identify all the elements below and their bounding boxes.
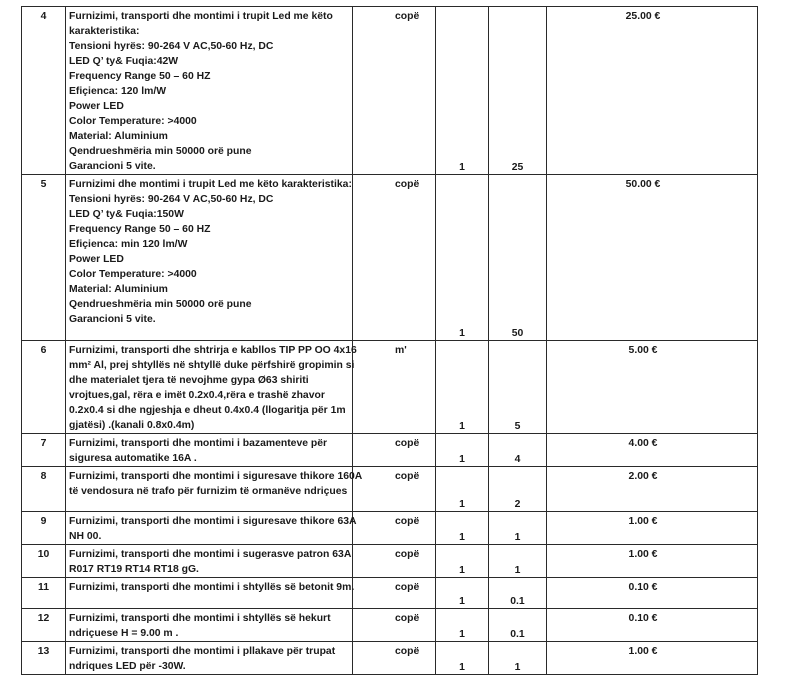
item-number: 7	[22, 434, 66, 467]
item-description	[66, 175, 353, 341]
description-line: Furnizimi, transporti dhe montimi i shtyllës së hekurt	[69, 613, 331, 624]
amount-value: 1	[514, 662, 521, 673]
item-number: 8	[22, 467, 66, 512]
item-amount	[489, 609, 547, 642]
description-line: Efiçienca: min 120 lm/W	[69, 239, 188, 250]
amount-value: 25	[511, 162, 524, 173]
item-quantity	[436, 467, 489, 512]
item-description	[66, 512, 357, 545]
description-line: dhe materialet tjera të nevojhme gypa Ø63 shiriti	[69, 375, 309, 386]
description-line: NH 00.	[69, 531, 102, 542]
item-quantity	[436, 175, 489, 341]
item-number: 13	[22, 642, 66, 675]
item-amount	[489, 512, 547, 545]
description-line: Garancioni 5 vite.	[69, 161, 156, 172]
table-row	[22, 434, 758, 467]
item-description	[66, 545, 353, 578]
description-line: të vendosura në trafo për furnizim të ormanëve ndriçues	[69, 486, 348, 497]
description-line: Power LED	[69, 101, 124, 112]
item-quantity	[436, 609, 489, 642]
description-line: Furnizimi, transporti dhe montimi i bazamenteve për	[69, 438, 328, 449]
amount-value: 1	[514, 532, 521, 543]
amount-value: 0.1	[510, 596, 525, 607]
item-unit: copë	[353, 642, 436, 675]
description-line: LED Q’ ty& Fuqia:42W	[69, 56, 179, 67]
amount-value: 1	[514, 565, 521, 576]
item-unit: copë	[353, 7, 436, 175]
item-description	[66, 609, 353, 642]
item-amount	[489, 578, 547, 609]
description-line: vrojtues,gal, rëra e imët 0.2x0.4,rëra e trashë zhavor	[69, 390, 325, 401]
table-row	[22, 642, 758, 675]
quantity-value: 1	[459, 162, 465, 173]
amount-value: 4	[514, 454, 521, 465]
description-line: Material: Aluminium	[69, 131, 168, 142]
table-row	[22, 545, 758, 578]
description-line: Power LED	[69, 254, 124, 265]
item-description	[66, 642, 353, 675]
item-quantity	[436, 512, 489, 545]
description-line: Furnizimi, transporti dhe montimi i pllakave për trupat	[69, 646, 336, 657]
description-line: Furnizimi, transporti dhe montimi i shtyllës së betonit 9m.	[69, 582, 355, 593]
description-line: Furnizimi, transporti dhe shtrirja e kabllos TIP PP OO 4x16	[69, 345, 357, 356]
item-unit: copë	[353, 175, 436, 341]
item-amount	[489, 341, 547, 434]
quantity-value: 1	[459, 532, 465, 543]
quantity-value: 1	[459, 421, 465, 432]
item-unit: m'	[353, 341, 436, 434]
table-body	[22, 7, 758, 675]
amount-value: 0.1	[510, 629, 525, 640]
item-price: 0.10 €	[547, 609, 758, 642]
item-unit: copë	[353, 578, 436, 609]
item-price: 4.00 €	[547, 434, 758, 467]
item-number: 11	[22, 578, 66, 609]
amount-value: 50	[511, 328, 524, 339]
quantity-value: 1	[459, 454, 465, 465]
table-row	[22, 467, 758, 512]
quantity-value: 1	[459, 565, 465, 576]
item-amount	[489, 467, 547, 512]
description-line: 0.2x0.4 si dhe ngjeshja e dheut 0.4x0.4 (llogaritja për 1m	[69, 405, 346, 416]
quantity-value: 1	[459, 328, 465, 339]
item-amount	[489, 642, 547, 675]
item-price: 1.00 €	[547, 512, 758, 545]
item-quantity	[436, 341, 489, 434]
description-line: Efiçienca: 120 lm/W	[69, 86, 167, 97]
item-price: 1.00 €	[547, 642, 758, 675]
description-line: karakteristika:	[69, 26, 140, 37]
description-line: Furnizimi, transporti dhe montimi i siguresave thikore 63A	[69, 516, 357, 527]
item-description	[66, 467, 363, 512]
item-number: 12	[22, 609, 66, 642]
amount-value: 2	[514, 499, 521, 510]
item-number: 4	[22, 7, 66, 175]
item-amount	[489, 545, 547, 578]
item-number: 6	[22, 341, 66, 434]
item-quantity	[436, 642, 489, 675]
item-number: 5	[22, 175, 66, 341]
table-row	[22, 512, 758, 545]
description-line: Material: Aluminium	[69, 284, 168, 295]
description-line: Color Temperature: >4000	[69, 116, 197, 127]
item-description	[66, 578, 353, 609]
item-unit: copë	[353, 467, 436, 512]
item-quantity	[436, 578, 489, 609]
description-line: Garancioni 5 vite.	[69, 314, 156, 325]
description-line: LED Q’ ty& Fuqia:150W	[69, 209, 184, 220]
description-line: Furnizimi dhe montimi i trupit Led me këto karakteristika:	[69, 179, 352, 190]
quantity-value: 1	[459, 499, 465, 510]
item-amount	[489, 7, 547, 175]
quantity-value: 1	[459, 662, 465, 673]
item-quantity	[436, 7, 489, 175]
item-description	[66, 7, 353, 175]
item-price: 25.00 €	[547, 7, 758, 175]
item-quantity	[436, 434, 489, 467]
item-unit: copë	[353, 512, 436, 545]
bill-of-quantities-table	[21, 6, 758, 675]
item-unit: copë	[353, 434, 436, 467]
description-line: Qendrueshmëria min 50000 orë pune	[69, 146, 252, 157]
item-price: 5.00 €	[547, 341, 758, 434]
item-description	[66, 341, 357, 434]
item-amount	[489, 434, 547, 467]
table-row	[22, 578, 758, 609]
quantity-value: 1	[459, 596, 465, 607]
item-unit: copë	[353, 609, 436, 642]
description-line: siguresa automatike 16A .	[69, 453, 197, 464]
description-line: Color Temperature: >4000	[69, 269, 197, 280]
item-description	[66, 434, 353, 467]
table-row	[22, 341, 758, 434]
description-line: ndriques LED për -30W.	[69, 661, 186, 672]
item-number: 10	[22, 545, 66, 578]
description-line: R017 RT19 RT14 RT18 gG.	[69, 564, 199, 575]
item-amount	[489, 175, 547, 341]
description-line: gjatësi) .(kanali 0.8x0.4m)	[69, 420, 195, 431]
description-line: Tensioni hyrës: 90-264 V AC,50-60 Hz, DC	[69, 194, 274, 205]
item-number: 9	[22, 512, 66, 545]
table-row	[22, 175, 758, 341]
description-line: ndriçuese H = 9.00 m .	[69, 628, 179, 639]
item-price: 50.00 €	[547, 175, 758, 341]
table-row	[22, 609, 758, 642]
description-line: Furnizimi, transporti dhe montimi i siguresave thikore 160A	[69, 471, 363, 482]
quantity-value: 1	[459, 629, 465, 640]
item-price: 0.10 €	[547, 578, 758, 609]
table-row	[22, 7, 758, 175]
item-unit: copë	[353, 545, 436, 578]
item-quantity	[436, 545, 489, 578]
description-line: Qendrueshmëria min 50000 orë pune	[69, 299, 252, 310]
item-price: 1.00 €	[547, 545, 758, 578]
item-price: 2.00 €	[547, 467, 758, 512]
description-line: mm² Al, prej shtyllës në shtyllë duke përfshirë gropimin si	[69, 360, 355, 371]
description-line: Frequency Range 50 – 60 HZ	[69, 224, 211, 235]
description-line: Frequency Range 50 – 60 HZ	[69, 71, 211, 82]
description-line: Furnizimi, transporti dhe montimi i sugerasve patron 63A	[69, 549, 352, 560]
amount-value: 5	[514, 421, 521, 432]
description-line: Furnizimi, transporti dhe montimi i trupit Led me këto	[69, 11, 333, 22]
description-line: Tensioni hyrës: 90-264 V AC,50-60 Hz, DC	[69, 41, 274, 52]
